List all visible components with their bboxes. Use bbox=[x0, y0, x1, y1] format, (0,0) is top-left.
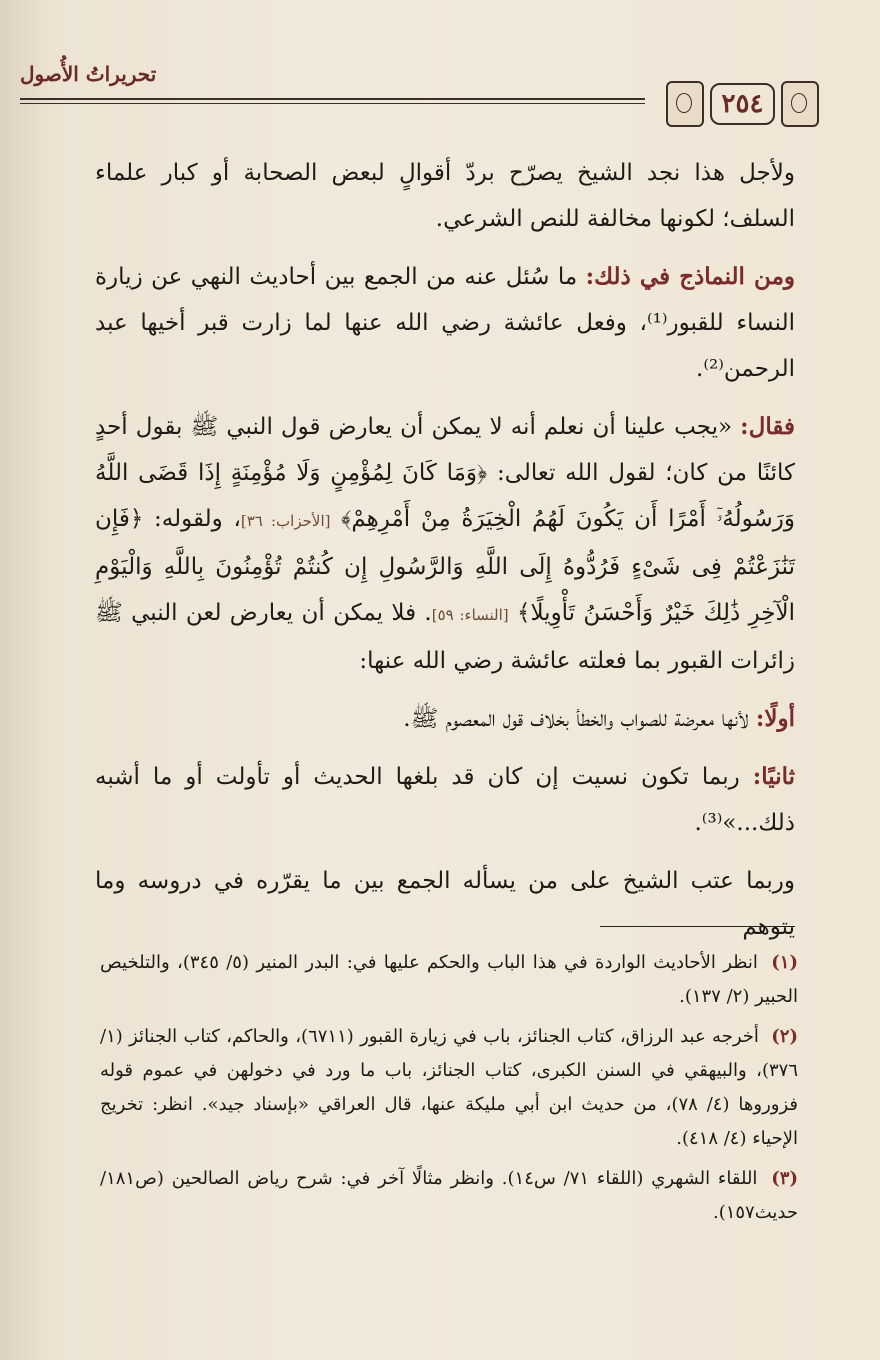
page-number-frame bbox=[645, 76, 840, 132]
ornament-left-icon bbox=[666, 81, 704, 127]
quote-part-a: «يجب علينا أن نعلم أنه لا يمكن أن يعارض قول النبي ﷺ بقول أحدٍ كائنًا من كان؛ لقول الله تعالى: ﴿وَمَا كَانَ لِمُؤْمِنٍ وَلَا مُؤْمِنَةٍ إِذَا قَضَى اللَّهُ وَرَسُولُهُۥٓ أَمْرًا أَن يَكُونَ لَهُمُ الْخِيَرَةُ مِنْ أَمْرِهِمْ﴾ bbox=[95, 414, 796, 532]
paragraph-4-text: لأنها معرضة للصواب والخطأ بخلاف قول المعصوم ﷺ. bbox=[403, 706, 749, 732]
footnote bbox=[100, 1162, 798, 1230]
quran-ref-1: [الأحزاب: ٣٦] bbox=[240, 512, 331, 530]
quran-ref-2: [النساء: ٥٩] bbox=[431, 606, 509, 624]
footnotes bbox=[100, 946, 798, 1236]
quote-part-c: . فلا يمكن أن يعارض لعن النبي ﷺ زائرات القبور بما فعلته عائشة رضي الله عنها: bbox=[95, 600, 795, 674]
footnote-number: (١) bbox=[771, 952, 798, 973]
paragraph-1: ولأجل هذا نجد الشيخ يصرّح بردّ أقوالٍ لبعض الصحابة أو كبار علماء السلف؛ لكونها مخالفة للنص الشرعي. bbox=[95, 160, 795, 232]
paragraph-5-text: ربما تكون نسيت إن كان قد بلغها الحديث أو تأولت أو ما أشبه ذلك...»⁽³⁾. bbox=[95, 764, 795, 836]
running-title: تحريراتُ الأُصول bbox=[20, 62, 157, 86]
main-text bbox=[95, 150, 795, 962]
label-said: فقال: bbox=[740, 413, 796, 440]
paragraph-2-text: ما سُئل عنه من الجمع بين أحاديث النهي عن زيارة النساء للقبور⁽¹⁾، وفعل عائشة رضي الله عنها لما زارت قبر أخيها عبد الرحمن⁽²⁾. bbox=[95, 264, 795, 382]
footnote bbox=[100, 1020, 798, 1156]
footnote-text: أخرجه عبد الرزاق، كتاب الجنائز، باب في زيارة القبور (٦٧١١)، والحاكم، كتاب الجنائز (١/ ٣٧٦)، والبيهقي في السنن الكبرى، كتاب الجنائز، باب ما ورد في دخولهن في عموم قوله فزوروها (٤/ ٧٨)، من حديث ابن أبي مليكة عنها، قال العراقي «بإسناد جيد». انظر: تخريج الإحياء (٤/ ٤١٨). bbox=[100, 1026, 798, 1149]
paragraph-4 bbox=[95, 696, 795, 742]
paragraph-2 bbox=[95, 254, 795, 392]
footnote-number: (٣) bbox=[771, 1168, 798, 1189]
footnote-number: (٢) bbox=[771, 1026, 798, 1047]
paragraph-6: وربما عتب الشيخ على من يسأله الجمع بين ما يقرّره في دروسه وما يتوهم bbox=[95, 868, 795, 940]
footnote bbox=[100, 946, 798, 1014]
footnote-divider bbox=[600, 926, 795, 927]
paragraph-3 bbox=[95, 404, 795, 684]
footnote-text: اللقاء الشهري (اللقاء ٧١/ س١٤). وانظر مثالًا آخر في: شرح رياض الصالحين (ص١٨١/ حديث١٥٧). bbox=[100, 1168, 798, 1223]
page-header bbox=[20, 62, 840, 132]
label-second: ثانيًا: bbox=[752, 763, 796, 790]
page-number: ٢٥٤ bbox=[710, 83, 776, 125]
footnote-text: انظر الأحاديث الواردة في هذا الباب والحكم عليها في: البدر المنير (٥/ ٣٤٥)، والتلخيص الحبير (٢/ ١٣٧). bbox=[100, 952, 798, 1007]
label-examples: ومن النماذج في ذلك: bbox=[585, 263, 795, 290]
ornament-right-icon bbox=[781, 81, 819, 127]
quote-part-b: ، ولقوله: ﴿فَإِن تَنَٰزَعْتُمْ فِى شَىْءٍ فَرُدُّوهُ إِلَى اللَّهِ وَالرَّسُولِ إِن كُنتُمْ تُؤْمِنُونَ بِاللَّهِ وَالْيَوْمِ الْآخِرِ ذَٰلِكَ خَيْرٌ وَأَحْسَنُ تَأْوِيلًا﴾ bbox=[95, 506, 795, 626]
header-rule bbox=[20, 98, 645, 104]
label-first: أولًا: bbox=[755, 705, 795, 732]
paragraph-5 bbox=[95, 754, 795, 846]
